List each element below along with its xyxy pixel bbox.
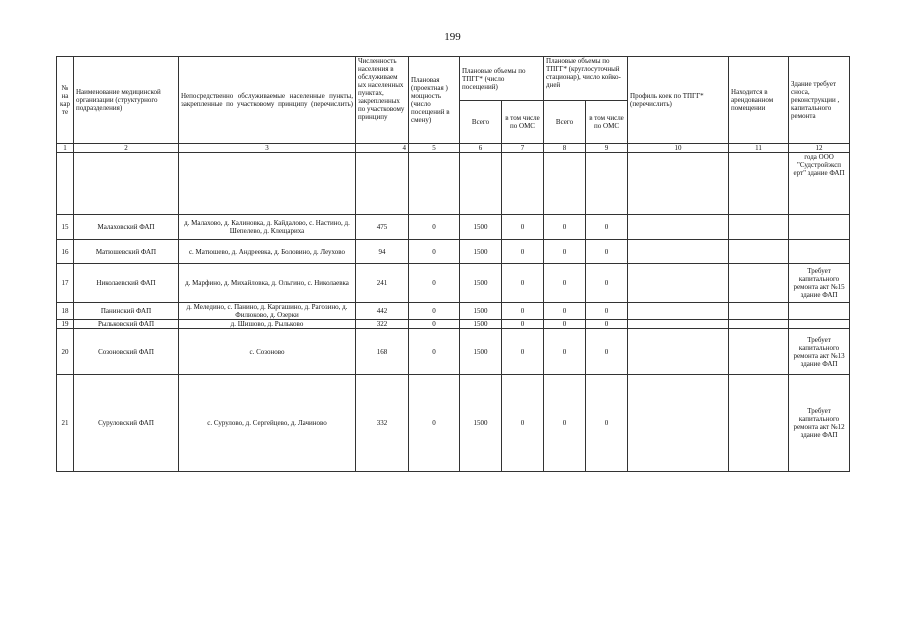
header-building: Здание требует сноса, реконструкции , капитального ремонта <box>789 57 850 144</box>
rented-flag <box>729 303 789 320</box>
table-row <box>57 329 850 375</box>
rented-flag <box>729 240 789 264</box>
empty-cell <box>460 153 502 215</box>
continuation-note: года ООО "Судстройэксп ерт" здание ФАП <box>789 153 850 215</box>
capacity: 0 <box>409 264 460 303</box>
header-org: Наименование медицинской организации (структурного подразделения) <box>74 57 179 144</box>
header-beddays-total: Всего <box>544 101 586 144</box>
settlements: с. Матюшево, д. Андреевка, д. Боловино, д. Леухово <box>179 240 356 264</box>
building-note: Требует капитального ремонта акт №15 здание ФАП <box>789 264 850 303</box>
row-number: 19 <box>57 320 74 329</box>
column-number: 6 <box>460 144 502 153</box>
org-name: Николаевский ФАП <box>74 264 179 303</box>
header-settlements: Непосредственно обслуживаемые населенные пункты, закрепленные по участковому принципу (перечислить) <box>179 57 356 144</box>
empty-cell <box>502 153 544 215</box>
header-visits-oms: в том числе по ОМС <box>502 101 544 144</box>
building-note <box>789 320 850 329</box>
header-rented: Находится в арендованном помещении <box>729 57 789 144</box>
header-num: № на кар те <box>57 57 74 144</box>
visits-oms: 0 <box>502 264 544 303</box>
capacity: 0 <box>409 329 460 375</box>
rented-flag <box>729 264 789 303</box>
table-row <box>57 375 850 472</box>
table-body <box>57 215 850 472</box>
visits-total: 1500 <box>460 240 502 264</box>
beddays-oms: 0 <box>586 303 628 320</box>
table-row <box>57 240 850 264</box>
capacity: 0 <box>409 320 460 329</box>
row-number: 18 <box>57 303 74 320</box>
header-row <box>57 57 850 101</box>
bed-profile <box>628 320 729 329</box>
org-name: Панинский ФАП <box>74 303 179 320</box>
page-number: 199 <box>444 31 461 43</box>
rented-flag <box>729 375 789 472</box>
settlements: д. Марфино, д. Михайловка, д. Ольгино, с. Николаевка <box>179 264 356 303</box>
bed-profile <box>628 329 729 375</box>
rented-flag <box>729 215 789 240</box>
beddays-total: 0 <box>544 303 586 320</box>
beddays-oms: 0 <box>586 320 628 329</box>
population: 94 <box>356 240 409 264</box>
population: 475 <box>356 215 409 240</box>
population: 322 <box>356 320 409 329</box>
building-note <box>789 303 850 320</box>
beddays-total: 0 <box>544 215 586 240</box>
population: 332 <box>356 375 409 472</box>
visits-oms: 0 <box>502 240 544 264</box>
beddays-oms: 0 <box>586 375 628 472</box>
beddays-oms: 0 <box>586 329 628 375</box>
column-number: 3 <box>179 144 356 153</box>
header-capacity: Плановая (проектная ) мощность (число посещений в смену) <box>409 57 460 144</box>
row-number: 17 <box>57 264 74 303</box>
population: 168 <box>356 329 409 375</box>
bed-profile <box>628 303 729 320</box>
building-note <box>789 215 850 240</box>
column-number: 5 <box>409 144 460 153</box>
header-beddays: Плановые объемы по ТПГГ* (круглосуточный стационар), число койко-дней <box>544 57 628 101</box>
visits-oms: 0 <box>502 215 544 240</box>
column-number: 2 <box>74 144 179 153</box>
empty-cell <box>586 153 628 215</box>
empty-cell <box>729 153 789 215</box>
column-number: 1 <box>57 144 74 153</box>
column-number: 11 <box>729 144 789 153</box>
visits-total: 1500 <box>460 329 502 375</box>
beddays-oms: 0 <box>586 215 628 240</box>
column-number-row <box>57 144 850 153</box>
capacity: 0 <box>409 240 460 264</box>
settlements: с. Сурулово, д. Сергейцево, д. Лачиново <box>179 375 356 472</box>
visits-total: 1500 <box>460 375 502 472</box>
facilities-table <box>56 56 850 472</box>
org-name: Рыльковский ФАП <box>74 320 179 329</box>
header-beddays-oms: в том числе по ОМС <box>586 101 628 144</box>
header-population: Численность населения в обслуживаем ых населенных пунктах, закрепленных по участковому принципу <box>356 57 409 144</box>
building-note <box>789 240 850 264</box>
beddays-oms: 0 <box>586 240 628 264</box>
empty-cell <box>57 153 74 215</box>
bed-profile <box>628 240 729 264</box>
header-profile: Профиль коек по ТПГГ* (перечислить) <box>628 57 729 144</box>
capacity: 0 <box>409 303 460 320</box>
rented-flag <box>729 320 789 329</box>
org-name: Суруловский ФАП <box>74 375 179 472</box>
column-number: 7 <box>502 144 544 153</box>
visits-oms: 0 <box>502 329 544 375</box>
capacity: 0 <box>409 215 460 240</box>
empty-cell <box>628 153 729 215</box>
org-name: Малаховский ФАП <box>74 215 179 240</box>
building-note: Требует капитального ремонта акт №12 здание ФАП <box>789 375 850 472</box>
bed-profile <box>628 215 729 240</box>
building-note: Требует капитального ремонта акт №13 здание ФАП <box>789 329 850 375</box>
row-number: 21 <box>57 375 74 472</box>
visits-total: 1500 <box>460 264 502 303</box>
continuation-row <box>57 153 850 215</box>
settlements: д. Шишово, д. Рыльково <box>179 320 356 329</box>
column-number: 10 <box>628 144 729 153</box>
settlements: д. Меледино, с. Панино, д. Каргашино, д. Рагозино, д. Филюково, д. Озерки <box>179 303 356 320</box>
visits-oms: 0 <box>502 320 544 329</box>
header-visits-total: Всего <box>460 101 502 144</box>
bed-profile <box>628 375 729 472</box>
row-number: 16 <box>57 240 74 264</box>
population: 442 <box>356 303 409 320</box>
visits-oms: 0 <box>502 375 544 472</box>
table-row <box>57 320 850 329</box>
row-number: 15 <box>57 215 74 240</box>
beddays-total: 0 <box>544 264 586 303</box>
table-row <box>57 215 850 240</box>
capacity: 0 <box>409 375 460 472</box>
table-row <box>57 303 850 320</box>
row-number: 20 <box>57 329 74 375</box>
visits-total: 1500 <box>460 320 502 329</box>
settlements: д. Малахово, д. Калиновка, д. Кайдалово, с. Настино, д. Шепелево, д. Клещариха <box>179 215 356 240</box>
org-name: Матюшевский ФАП <box>74 240 179 264</box>
empty-cell <box>544 153 586 215</box>
population: 241 <box>356 264 409 303</box>
visits-total: 1500 <box>460 215 502 240</box>
empty-cell <box>74 153 179 215</box>
column-number: 9 <box>586 144 628 153</box>
beddays-oms: 0 <box>586 264 628 303</box>
visits-oms: 0 <box>502 303 544 320</box>
empty-cell <box>409 153 460 215</box>
beddays-total: 0 <box>544 375 586 472</box>
empty-cell <box>179 153 356 215</box>
header-visits: Плановые объемы по ТПГГ* (число посещений) <box>460 57 544 101</box>
settlements: с. Созоново <box>179 329 356 375</box>
empty-cell <box>356 153 409 215</box>
visits-total: 1500 <box>460 303 502 320</box>
rented-flag <box>729 329 789 375</box>
column-number: 4 <box>356 144 409 153</box>
column-number: 8 <box>544 144 586 153</box>
beddays-total: 0 <box>544 240 586 264</box>
table-row <box>57 264 850 303</box>
beddays-total: 0 <box>544 329 586 375</box>
bed-profile <box>628 264 729 303</box>
org-name: Созоновский ФАП <box>74 329 179 375</box>
column-number: 12 <box>789 144 850 153</box>
beddays-total: 0 <box>544 320 586 329</box>
